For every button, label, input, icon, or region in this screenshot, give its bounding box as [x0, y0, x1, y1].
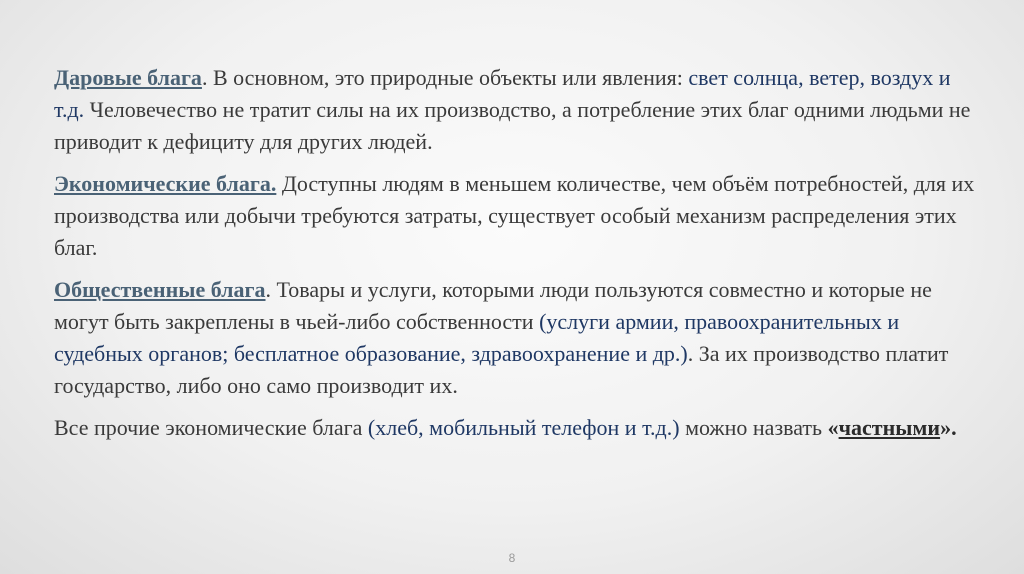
gift-goods-examples: свет солнца, ветер, воздух и т.д. — [54, 65, 951, 122]
paragraph-private-goods — [54, 412, 984, 444]
quote-close: ». — [940, 415, 957, 440]
private-goods-examples: (хлеб, мобильный телефон и т.д.) — [367, 415, 680, 440]
paragraph-economic-goods — [54, 168, 984, 264]
term-gift-goods: Даровые блага — [54, 65, 202, 90]
gift-goods-text-2: Человечество не тратит силы на их производство, а потребление этих благ одними людьми не приводит к дефициту для других людей. — [54, 97, 971, 154]
term-dot: . — [265, 277, 272, 302]
page-number: 8 — [508, 551, 516, 565]
public-goods-text-1: Товары и услуги, которыми люди пользуются совместно и которые не могут быть закреплены в чьей-либо собственности — [54, 277, 932, 334]
public-goods-examples: (услуги армии, правоохранительных и судебных органов; бесплатное образование, здравоохранение и др.) — [54, 309, 900, 366]
term-economic-goods: Экономические блага. — [54, 171, 277, 196]
slide-content — [54, 62, 984, 454]
term-private-goods: частными — [838, 415, 941, 440]
private-goods-text-1: Все прочие экономические блага — [54, 415, 368, 440]
paragraph-gift-goods — [54, 62, 984, 158]
quote-open: « — [827, 415, 839, 440]
term-public-goods: Общественные блага — [54, 277, 266, 302]
public-goods-text-2: . За их производство платит государство, либо оно само производит их. — [54, 341, 949, 398]
private-goods-text-2: можно назвать — [679, 415, 828, 440]
gift-goods-text-1: В основном, это природные объекты или явления: — [207, 65, 689, 90]
term-dot: . — [201, 65, 208, 90]
economic-goods-text: Доступны людям в меньшем количестве, чем объём потребностей, для их производства или добычи требуются затраты, существует особый механизм распределения этих благ. — [54, 171, 975, 260]
paragraph-public-goods — [54, 274, 984, 402]
